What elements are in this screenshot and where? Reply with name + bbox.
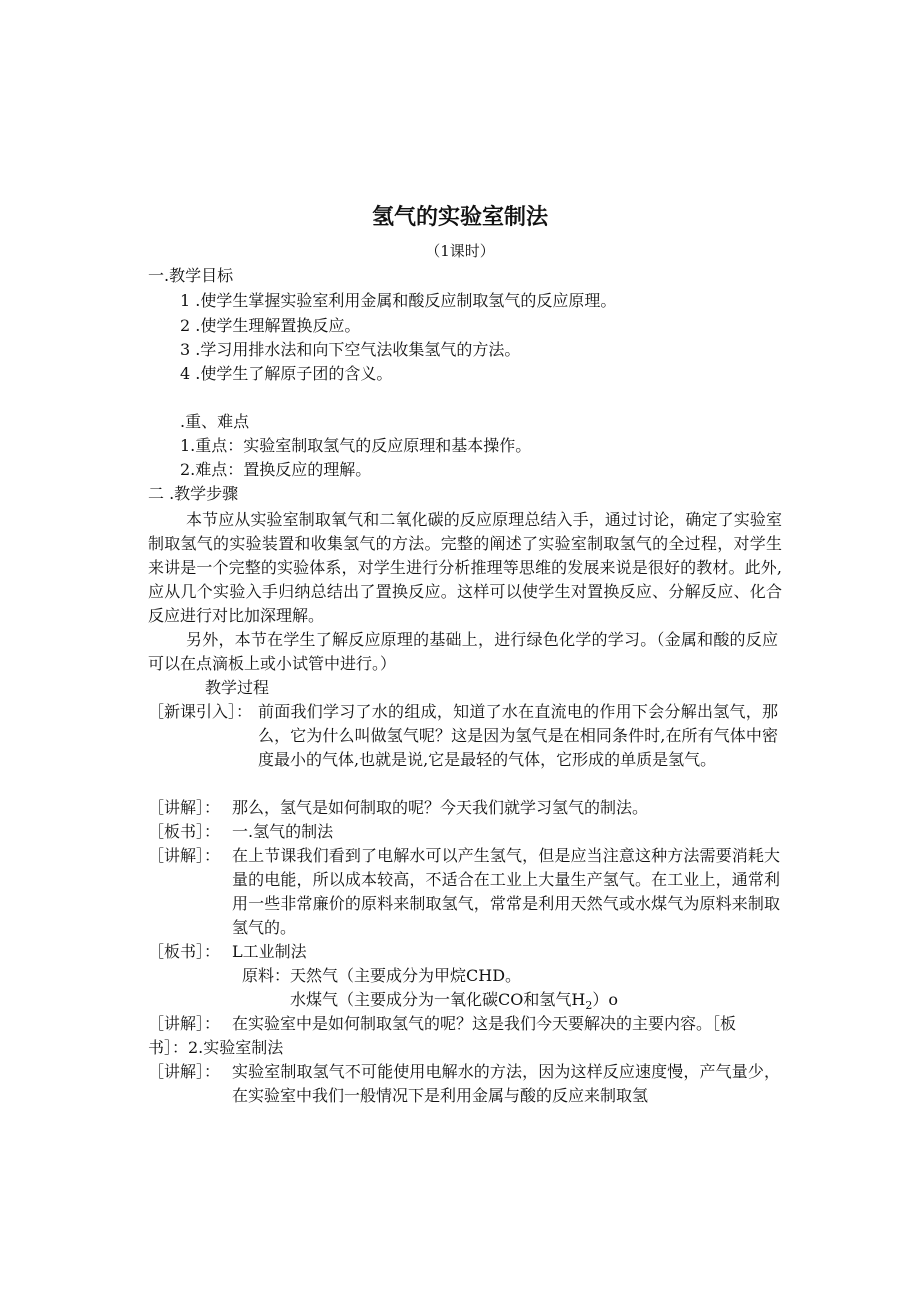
key-point-2: 2.难点：置换反应的理解。	[180, 460, 372, 479]
step-paragraph-1: 本节应从实验室制取氧气和二氧化碳的反应原理总结入手，通过讨论，确定了实验室制取氢气的实验装置和收集氢气的方法。完整的阐述了实验室制取氢气的全过程，对学生来讲是一个完整的实验体系，对学生进行分析推理等思维的发展来说是很好的教材。此外,应从几个实验入手归纳总结出了置换反应。这样可以使学生对置换反应、分解反应、化合反应进行对比加深理解。	[148, 510, 782, 625]
section1-heading: 一.教学目标	[148, 266, 234, 285]
process-heading: 教学过程	[205, 678, 270, 697]
goal-item-1: 1 .使学生掌握实验室利用金属和酸反应制取氢气的反应原理。	[180, 291, 617, 310]
lecture-text-1: 那么，氢气是如何制取的呢？今天我们就学习氢气的制法。	[232, 798, 649, 817]
watergas-end: ）o	[592, 990, 618, 1009]
goal-item-2: 2 .使学生理解置换反应。	[180, 316, 361, 335]
lecture-label-1: ［讲解］：	[148, 798, 221, 817]
step-paragraph-2: 另外，本节在学生了解反应原理的基础上，进行绿色化学的学习。（金属和酸的反应可以在点滴板上或小试管中进行。）	[148, 630, 778, 673]
lecture-label-2: ［讲解］：	[148, 846, 221, 865]
lecture-label-3: ［讲解］：	[148, 1014, 221, 1033]
lecture-text-2: 在上节课我们看到了电解水可以产生氢气，但是应当注意这种方法需要消耗大量的电能，所以成本较高，不适合在工业上大量生产氢气。在工业上，通常利用一些非常廉价的原料来制取氢气，常常是利用天然气或水煤气为原料来制取氢气的。	[232, 846, 780, 937]
material-line: 原料：天然气（主要成分为甲烷CHD。	[242, 966, 522, 985]
watergas-text: 水煤气（主要成分为一氧化碳CO和氢气H	[290, 990, 586, 1009]
document-title: 氢气的实验室制法	[371, 205, 548, 230]
board-text-1: 一.氢气的制法	[232, 822, 334, 841]
document-subtitle: （1课时）	[425, 242, 495, 260]
lecture-text-3-line2: 书］：2.实验室制法	[148, 1038, 284, 1057]
watergas-subscript: 2	[585, 999, 593, 1013]
lecture-text-3-line1: 在实验室中是如何制取氢气的呢？这是我们今天要解决的主要内容。［板	[232, 1014, 737, 1033]
board-label-2: ［板书］：	[148, 942, 221, 961]
goal-item-4: 4 .使学生了解原子团的含义。	[180, 364, 393, 383]
board-label-1: ［板书］：	[148, 822, 221, 841]
intro-label: ［新课引入］：	[148, 702, 253, 721]
key-point-1: 1.重点：实验室制取氢气的反应原理和基本操作。	[180, 436, 532, 455]
goal-item-3: 3 .学习用排水法和向下空气法收集氢气的方法。	[180, 340, 521, 359]
section2-heading: .重、难点	[180, 412, 250, 431]
lecture-label-4: ［讲解］：	[148, 1062, 221, 1081]
intro-text: 前面我们学习了水的组成，知道了水在直流电的作用下会分解出氢气，那么，它为什么叫做氢气呢？这是因为氢气是在相同条件时,在所有气体中密度最小的气体,也就是说,它是最轻的气体，它形成的单质是氢气。	[258, 702, 778, 769]
board-text-2: L工业制法	[232, 942, 307, 961]
section3-heading: 二 .教学步骤	[148, 484, 239, 503]
lecture-text-4: 实验室制取氢气不可能使用电解水的方法，因为这样反应速度慢，产气量少，在实验室中我们一般情况下是利用金属与酸的反应来制取氢	[232, 1062, 780, 1105]
